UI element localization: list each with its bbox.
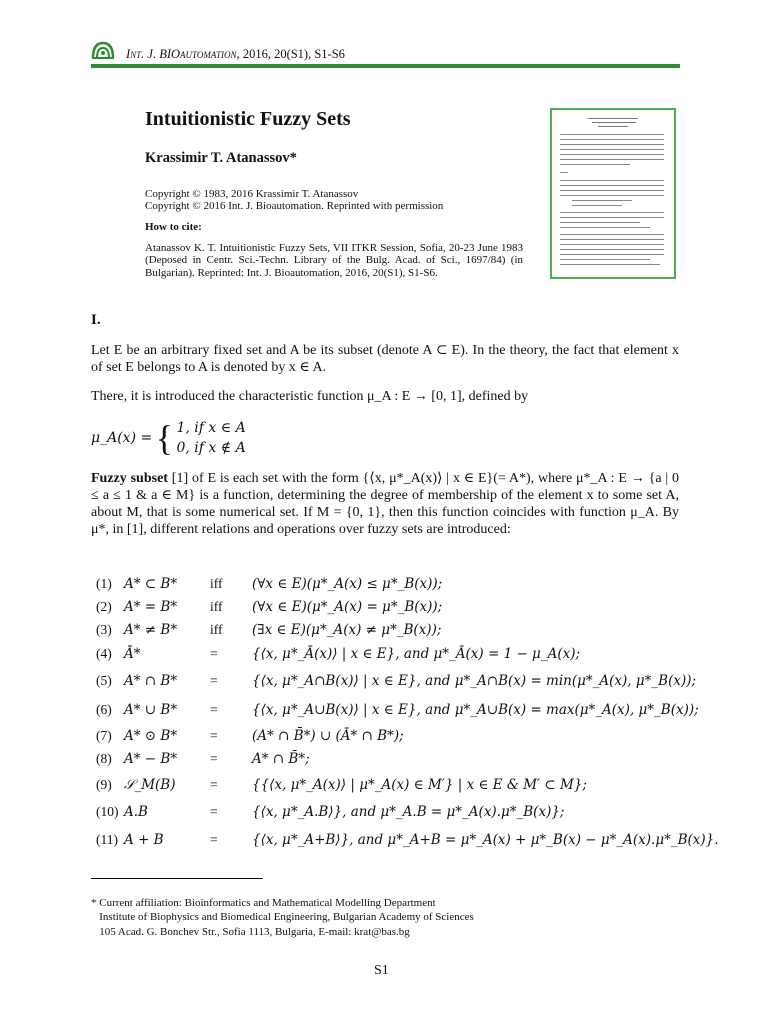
definition-kw: = [210, 728, 218, 743]
definition-kw: = [210, 702, 218, 717]
definition-number: (8) [96, 751, 112, 766]
definition-kw: = [210, 673, 218, 688]
definition-row [96, 618, 719, 641]
definition-kw: = [210, 832, 218, 847]
definition-row [96, 595, 719, 618]
footnote-rule [91, 878, 263, 879]
definition-row [96, 695, 719, 724]
definition-lhs: A + B [124, 832, 164, 848]
definition-kw: = [210, 646, 218, 661]
definition-lhs: A* ⊂ B* [124, 576, 178, 592]
paper-author: Krassimir T. Atanassov* [145, 150, 297, 166]
definition-lhs: A* ⊙ B* [124, 728, 178, 744]
journal-logo [91, 40, 115, 60]
char-func-case-2: 0, if x ∉ A [176, 440, 246, 456]
definition-lhs: A.B [124, 804, 148, 820]
copyright-line: Copyright © 2016 Int. J. Bioautomation. Reprinted with permission [145, 200, 444, 213]
definition-lhs: Ā* [124, 646, 141, 662]
paragraph-2: There, it is introduced the characteristic function μ_A : E → [0, 1], defined by [91, 389, 529, 404]
definition-lhs: A* − B* [124, 751, 178, 767]
definition-number: (1) [96, 576, 112, 591]
header-rule [91, 64, 680, 68]
definition-kw: iff [210, 576, 223, 591]
definition-rhs: {⟨x, μ*_A+B⟩}, and μ*_A+B = μ*_A(x) + μ*_B(x) − μ*_A(x).μ*_B(x)}. [252, 832, 719, 848]
definition-rhs: A* ∩ B̄*; [252, 751, 310, 767]
brace-symbol: { [155, 418, 173, 458]
definition-row [96, 641, 719, 666]
definition-kw: iff [210, 622, 223, 637]
how-to-cite-label: How to cite: [145, 221, 202, 233]
definition-rhs: {⟨x, μ*_A.B⟩}, and μ*_A.B = μ*_A(x).μ*_B(x)}; [252, 804, 565, 820]
journal-name: Int. J. BIOautomation, [126, 47, 240, 61]
definition-row [96, 825, 719, 854]
definition-row [96, 666, 719, 695]
paper-title: Intuitionistic Fuzzy Sets [145, 108, 351, 130]
definition-list [96, 572, 719, 854]
definition-number: (6) [96, 702, 112, 717]
definition-number: (2) [96, 599, 112, 614]
definition-rhs: (∀x ∈ E)(μ*_A(x) = μ*_B(x)); [252, 599, 443, 615]
definition-rhs: {⟨x, μ*_A∩B(x)⟩ | x ∈ E}, and μ*_A∩B(x) = min(μ*_A(x), μ*_B(x)); [252, 673, 697, 689]
definition-rhs: (∃x ∈ E)(μ*_A(x) ≠ μ*_B(x)); [252, 622, 442, 638]
characteristic-function-equation [91, 418, 246, 458]
footnote: * Current affiliation: Bioinformatics and Mathematical Modelling Department Institute of Biophysics and Biomedical Engineering, Bulgarian Academy of Sciences 105 Acad. G. Bonchev Str., Sofia 1113, Bulgaria, E-mail: krat@bas.bg [91, 897, 474, 938]
definition-rhs: {{⟨x, μ*_A(x)⟩ | μ*_A(x) ∈ M′} | x ∈ E & M′ ⊂ M}; [252, 777, 587, 793]
definition-kw: iff [210, 599, 223, 614]
journal-header [126, 46, 345, 62]
definition-rhs: {⟨x, μ*_A∪B(x)⟩ | x ∈ E}, and μ*_A∪B(x) = max(μ*_A(x), μ*_B(x)); [252, 702, 699, 718]
definition-row [96, 770, 719, 799]
original-manuscript-thumbnail [550, 108, 676, 279]
definition-row [96, 747, 719, 770]
definition-number: (10) [96, 804, 119, 819]
citation-text: Atanassov K. T. Intuitionistic Fuzzy Sets, VII ITKR Session, Sofia, 20-23 June 1983 (Deposed in Centr. Sci.-Techn. Library of the Bulg. Acad. of Sci., 1697/84) (in Bulgarian). Reprinted: Int. J. Bioautomation, 2016, 20(S1), S1-S6. [145, 242, 523, 279]
definition-kw: = [210, 751, 218, 766]
paragraph-3-text: [1] of E is each set with the form {⟨x, μ*_A(x)⟩ | x ∈ E}(= A*), where μ*_A : E → {a | 0 ≤ a ≤ 1 & a ∈ M} is a function, determining the degree of membership of the element x to some set A, about M, that is some numerical set. If M = {0, 1}, then this function coincides with function μ_A. By μ*, in [1], different relations and operations over fuzzy sets are introduced: [91, 471, 680, 537]
definition-number: (4) [96, 646, 112, 661]
definition-lhs: A* ∩ B* [124, 673, 178, 689]
definition-rhs: (A* ∩ B̄*) ∪ (Ā* ∩ B*); [252, 728, 404, 744]
definition-row [96, 724, 719, 747]
definition-number: (9) [96, 777, 112, 792]
journal-issue: 2016, 20(S1), S1-S6 [242, 47, 345, 61]
definition-rhs: {⟨x, μ*_Ā(x)⟩ | x ∈ E}, and μ*_Ā(x) = 1 − μ_A(x); [252, 646, 581, 662]
page-number: S1 [374, 963, 389, 978]
copyright-block [145, 188, 443, 213]
definition-lhs: A* ≠ B* [124, 622, 178, 638]
definition-kw: = [210, 804, 218, 819]
definition-number: (11) [96, 832, 118, 847]
paragraph-1: Let E be an arbitrary fixed set and A be its subset (denote A ⊂ E). In the theory, the fact that element x of set E belongs to A is denoted by x ∈ A. [91, 343, 679, 375]
paragraph-3 [91, 470, 679, 538]
term-fuzzy-subset: Fuzzy subset [91, 471, 168, 486]
char-func-lhs: μ_A(x) = [91, 430, 153, 446]
char-func-case-1: 1, if x ∈ A [176, 420, 246, 436]
definition-number: (7) [96, 728, 112, 743]
definition-number: (5) [96, 673, 112, 688]
section-heading: I. [91, 312, 101, 328]
definition-lhs: A* ∪ B* [124, 702, 178, 718]
definition-lhs: A* = B* [124, 599, 178, 615]
definition-row [96, 799, 719, 825]
copyright-line: Copyright © 1983, 2016 Krassimir T. Atanassov [145, 188, 359, 200]
definition-row [96, 572, 719, 595]
definition-lhs: 𝒮_M(B) [124, 777, 176, 793]
definition-number: (3) [96, 622, 112, 637]
definition-kw: = [210, 777, 218, 792]
definition-rhs: (∀x ∈ E)(μ*_A(x) ≤ μ*_B(x)); [252, 576, 443, 592]
